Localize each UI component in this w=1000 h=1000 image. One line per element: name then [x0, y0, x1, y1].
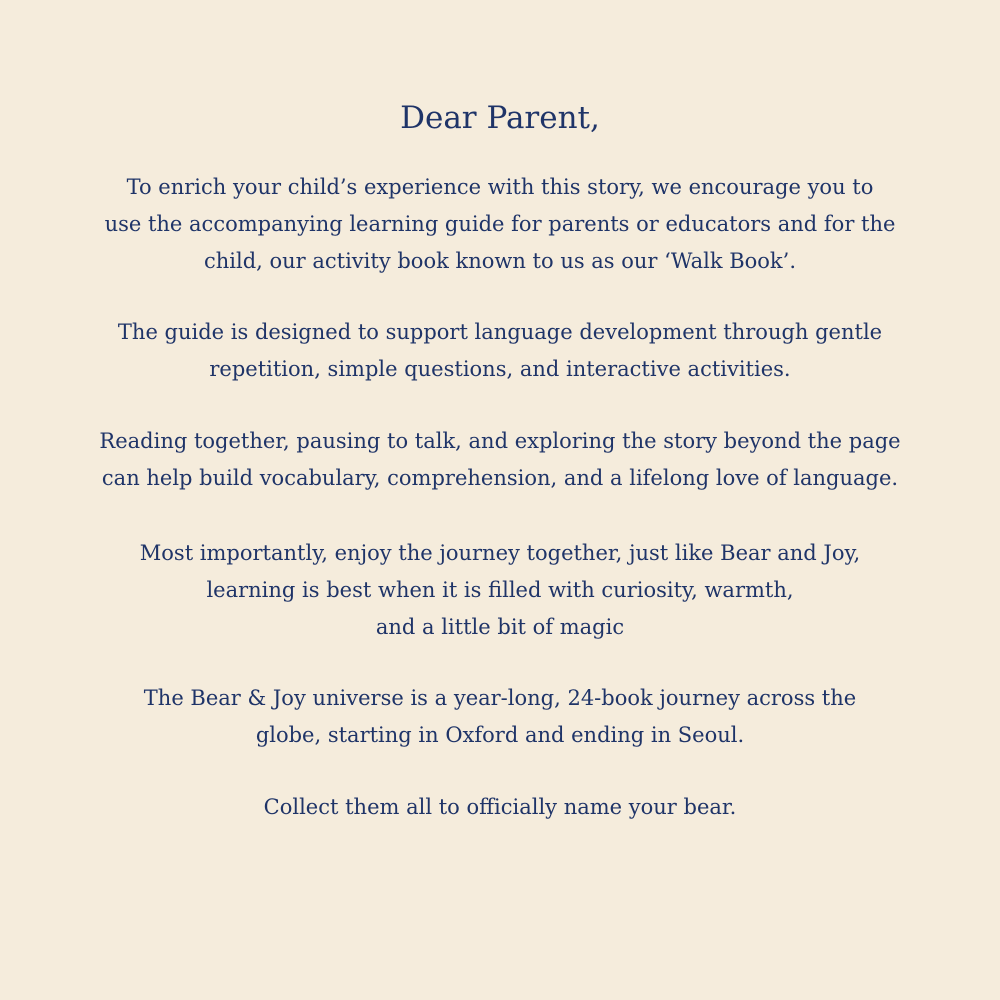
paragraph-line: The guide is designed to support language development through gentle [117, 320, 883, 344]
paragraph-line: use the accompanying learning guide for parents or educators and for the [104, 212, 896, 236]
paragraph-line: Most importantly, enjoy the journey together, just like Bear and Joy, [139, 541, 861, 565]
paragraph-learning-guide [0, 169, 1000, 280]
paragraph-line: learning is best when it is filled with curiosity, warmth, [206, 578, 794, 602]
paragraph-line: globe, starting in Oxford and ending in Seoul. [255, 723, 745, 747]
paragraph-line: Reading together, pausing to talk, and exploring the story beyond the page [99, 429, 901, 453]
paragraph-enjoy-journey [0, 535, 1000, 646]
paragraph-line: Collect them all to officially name your bear. [263, 795, 737, 819]
paragraph-guide-design [0, 314, 1000, 388]
paragraph-line: repetition, simple questions, and interactive activities. [209, 357, 791, 381]
paragraph-universe [0, 680, 1000, 754]
paragraph-line: and a little bit of magic [375, 615, 625, 639]
paragraph-line: The Bear & Joy universe is a year-long, 24-book journey across the [143, 686, 857, 710]
paragraph-line: child, our activity book known to us as our ‘Walk Book’. [203, 249, 797, 273]
letter-greeting: Dear Parent, [400, 100, 600, 136]
paragraph-line: can help build vocabulary, comprehension, and a lifelong love of language. [101, 466, 899, 490]
paragraph-collect [0, 789, 1000, 826]
paragraph-reading-together [0, 423, 1000, 497]
paragraph-line: To enrich your child’s experience with this story, we encourage you to [126, 175, 874, 199]
